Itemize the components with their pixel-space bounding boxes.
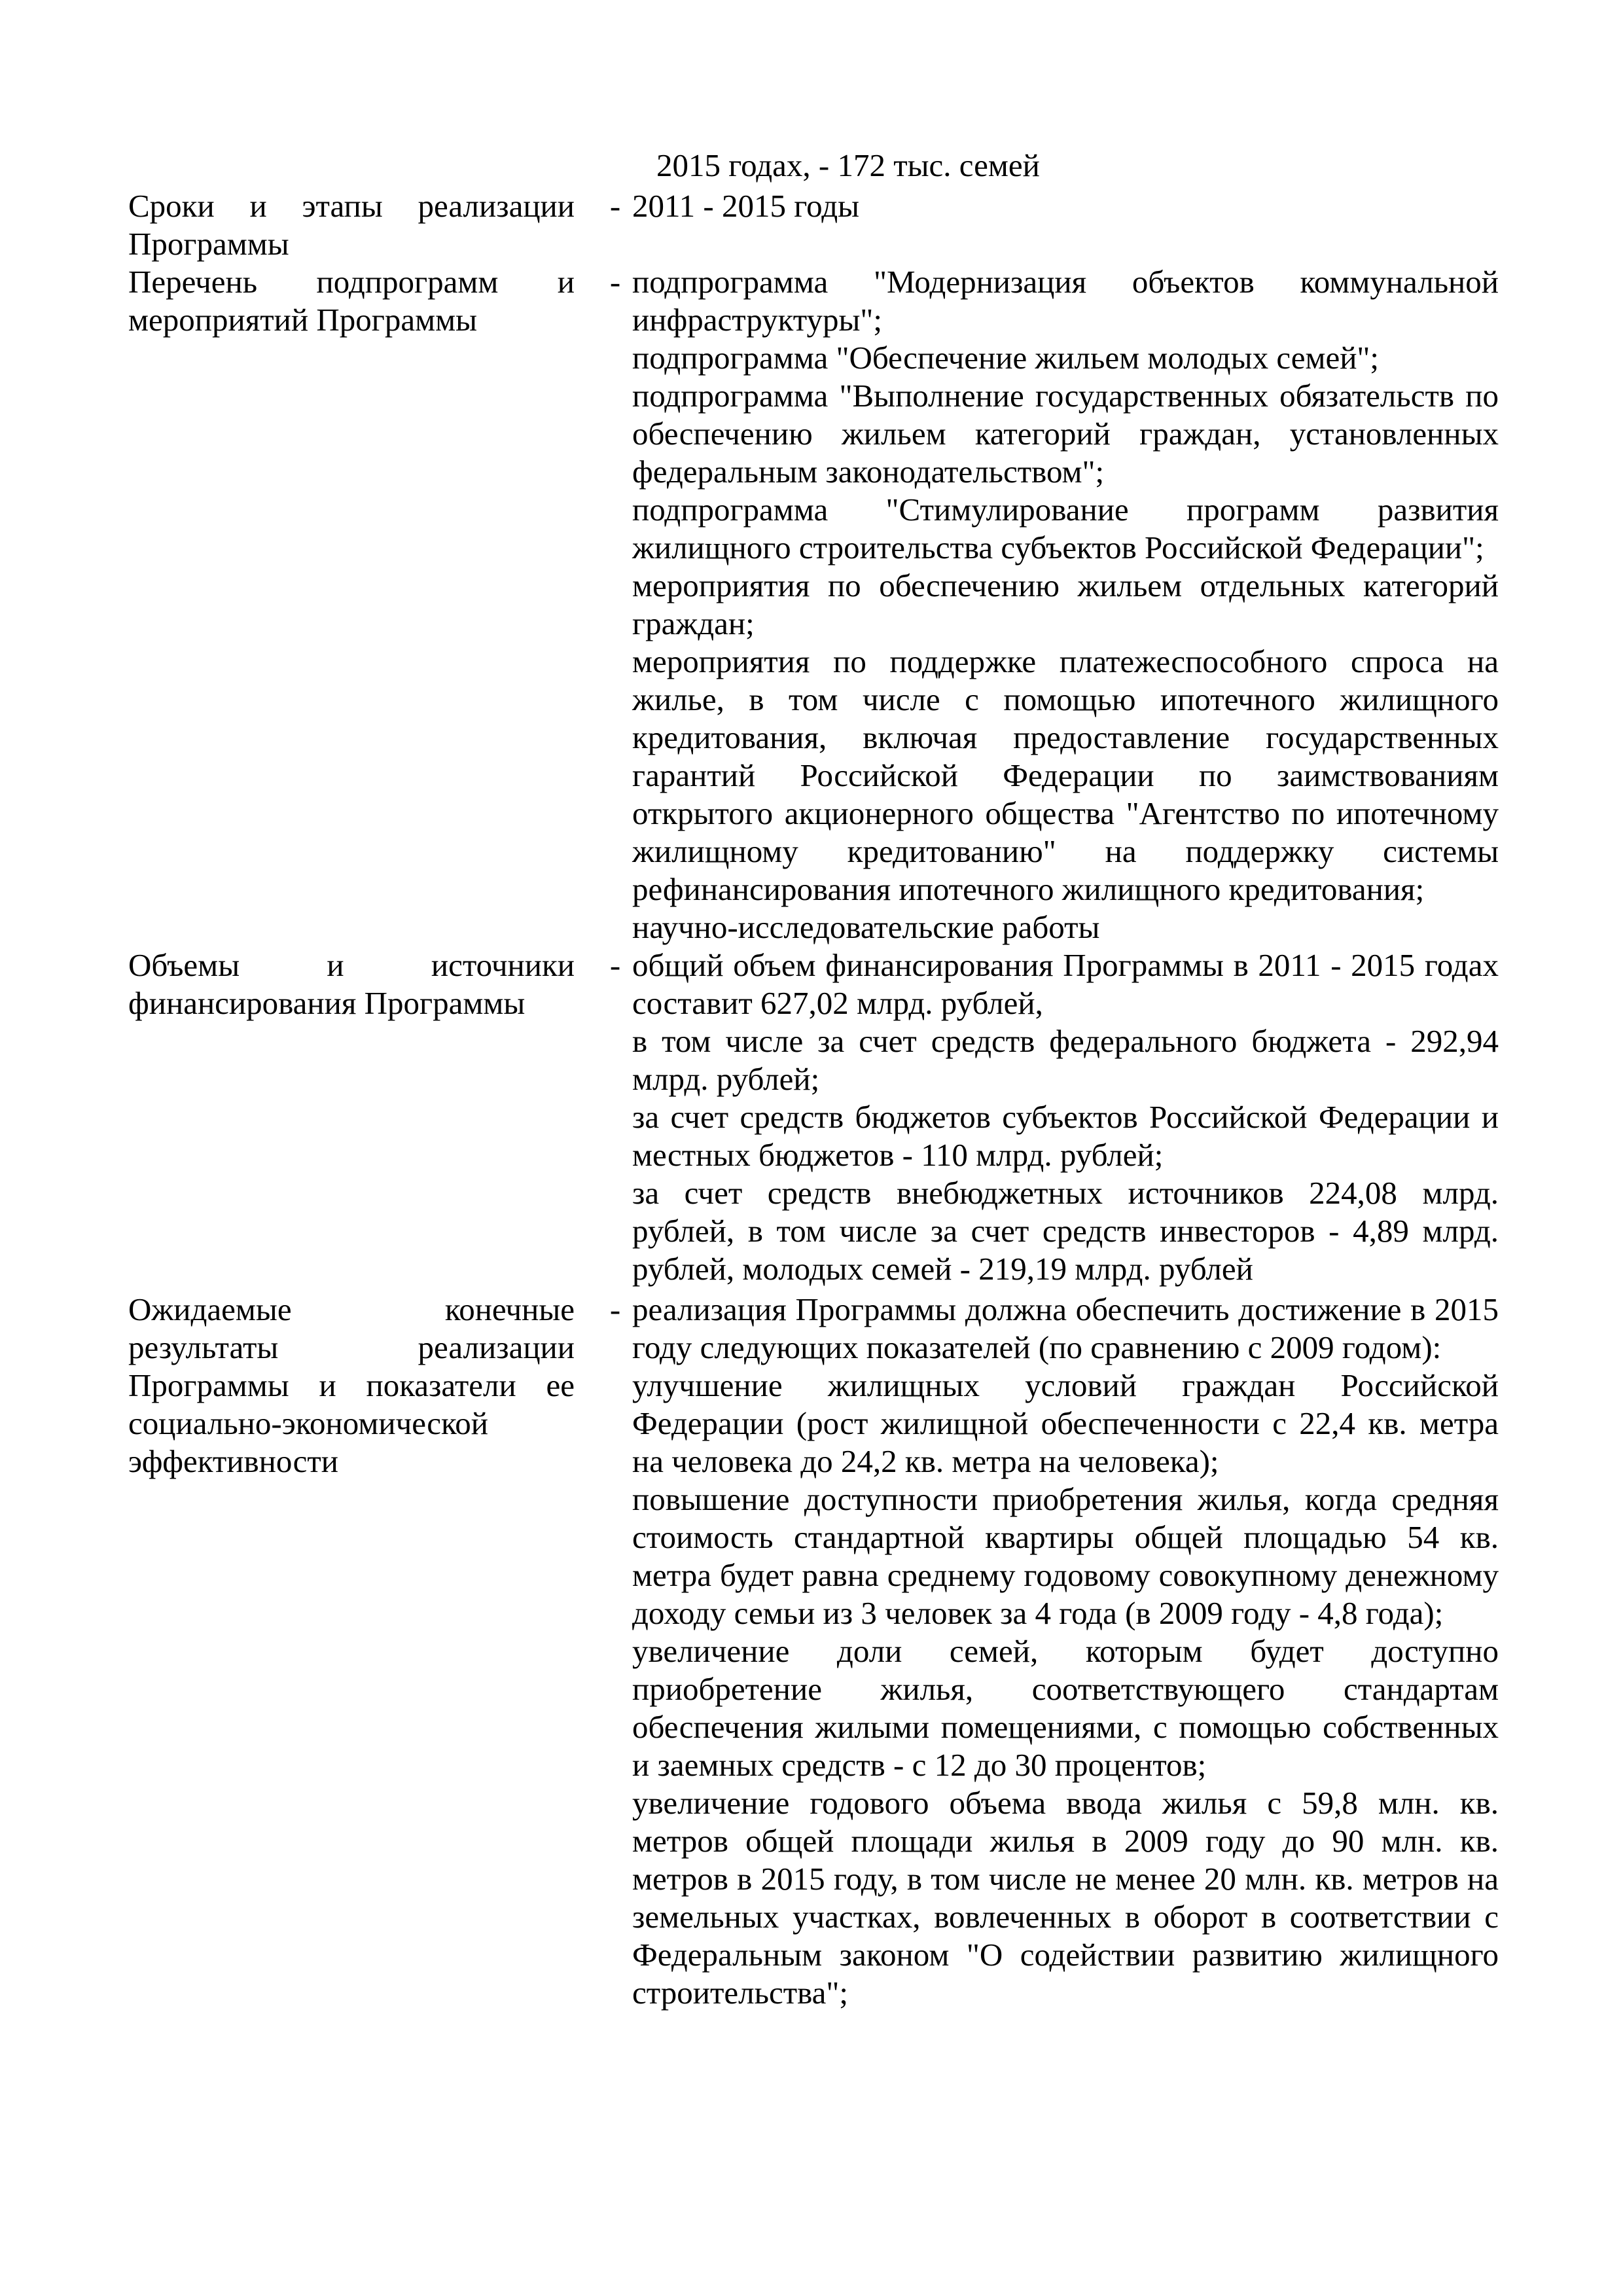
- label-line: Сроки и этапы реализации: [128, 188, 575, 224]
- table-row: [128, 1291, 1499, 2012]
- row-dash: -: [609, 264, 621, 300]
- label-line: результаты реализации: [128, 1329, 575, 1365]
- value-paragraph: в том числе за счет средств федерального бюджета - 292,94 млрд. рублей;: [632, 1023, 1499, 1097]
- row-value: [632, 263, 1499, 946]
- value-paragraph: реализация Программы должна обеспечить достижение в 2015 году следующих показателей (по сравнению с 2009 годом):: [632, 1291, 1499, 1365]
- table-row: [128, 263, 1499, 946]
- value-paragraph: 2011 - 2015 годы: [632, 188, 860, 224]
- label-line: Программы и показатели ее: [128, 1367, 575, 1403]
- value-paragraph: за счет средств внебюджетных источников 224,08 млрд. рублей, в том числе за счет средств инвесторов - 4,89 млрд. рублей, молодых семей - 219,19 млрд. рублей: [632, 1175, 1499, 1287]
- value-paragraph: улучшение жилищных условий граждан Российской Федерации (рост жилищной обеспеченности с 22,4 кв. метра на человека до 24,2 кв. метра на человека);: [632, 1367, 1499, 1479]
- value-paragraph: подпрограмма "Обеспечение жильем молодых семей";: [632, 340, 1380, 376]
- value-paragraph: подпрограмма "Стимулирование программ развития жилищного строительства субъектов Российской Федерации";: [632, 492, 1499, 565]
- label-line: финансирования Программы: [128, 985, 526, 1021]
- label-line: Объемы и источники: [128, 947, 575, 983]
- continuation-line: 2015 годах, - 172 тыс. семей: [656, 147, 1040, 183]
- value-paragraph: мероприятия по поддержке платежеспособного спроса на жилье, в том числе с помощью ипотечного жилищного кредитования, включая предоставление государственных гарантий Российской Федерации по заимствованиям открытого акционерного общества "Агентство по ипотечному жилищному кредитованию" на поддержку системы рефинансирования ипотечного жилищного кредитования;: [632, 643, 1499, 907]
- row-value: [632, 1291, 1499, 2012]
- label-line: Программы: [128, 226, 289, 262]
- row-value: [632, 187, 1499, 263]
- program-passport-table: [128, 187, 1499, 2012]
- label-line: Ожидаемые конечные: [128, 1291, 575, 1327]
- row-label: [128, 946, 575, 1288]
- row-dash: -: [609, 1291, 621, 1327]
- value-paragraph: мероприятия по обеспечению жильем отдельных категорий граждан;: [632, 567, 1499, 641]
- label-line: социально-экономической: [128, 1405, 488, 1441]
- label-line: эффективности: [128, 1443, 338, 1479]
- value-paragraph: увеличение доли семей, которым будет доступно приобретение жилья, соответствующего стандартам обеспечения жилыми помещениями, с помощью собственных и заемных средств - с 12 до 30 процентов;: [632, 1633, 1499, 1783]
- value-paragraph: подпрограмма "Выполнение государственных обязательств по обеспечению жильем категорий граждан, установленных федеральным законодательством";: [632, 378, 1499, 490]
- value-paragraph: подпрограмма "Модернизация объектов коммунальной инфраструктуры";: [632, 264, 1499, 338]
- row-dash: -: [609, 188, 621, 224]
- table-row: [128, 946, 1499, 1288]
- row-label: [128, 187, 575, 263]
- row-dash: -: [609, 947, 621, 983]
- table-row: [128, 187, 1499, 263]
- value-paragraph: общий объем финансирования Программы в 2011 - 2015 годах составит 627,02 млрд. рублей,: [632, 947, 1499, 1021]
- value-paragraph: повышение доступности приобретения жилья, когда средняя стоимость стандартной квартиры общей площадью 54 кв. метра будет равна среднему годовому совокупному денежному доходу семьи из 3 человек за 4 года (в 2009 году - 4,8 года);: [632, 1481, 1499, 1631]
- label-line: мероприятий Программы: [128, 302, 478, 338]
- row-label: [128, 1291, 575, 2012]
- row-value: [632, 946, 1499, 1288]
- label-line: Перечень подпрограмм и: [128, 264, 575, 300]
- value-paragraph: увеличение годового объема ввода жилья с 59,8 млн. кв. метров общей площади жилья в 2009 году до 90 млн. кв. метров в 2015 году, в том числе не менее 20 млн. кв. метров на земельных участках, вовлеченных в оборот в соответствии с Федеральным законом "О содействии развитию жилищного строительства";: [632, 1785, 1499, 2011]
- row-label: [128, 263, 575, 946]
- value-paragraph: научно-исследовательские работы: [632, 909, 1100, 945]
- value-paragraph: за счет средств бюджетов субъектов Российской Федерации и местных бюджетов - 110 млрд. рублей;: [632, 1099, 1499, 1173]
